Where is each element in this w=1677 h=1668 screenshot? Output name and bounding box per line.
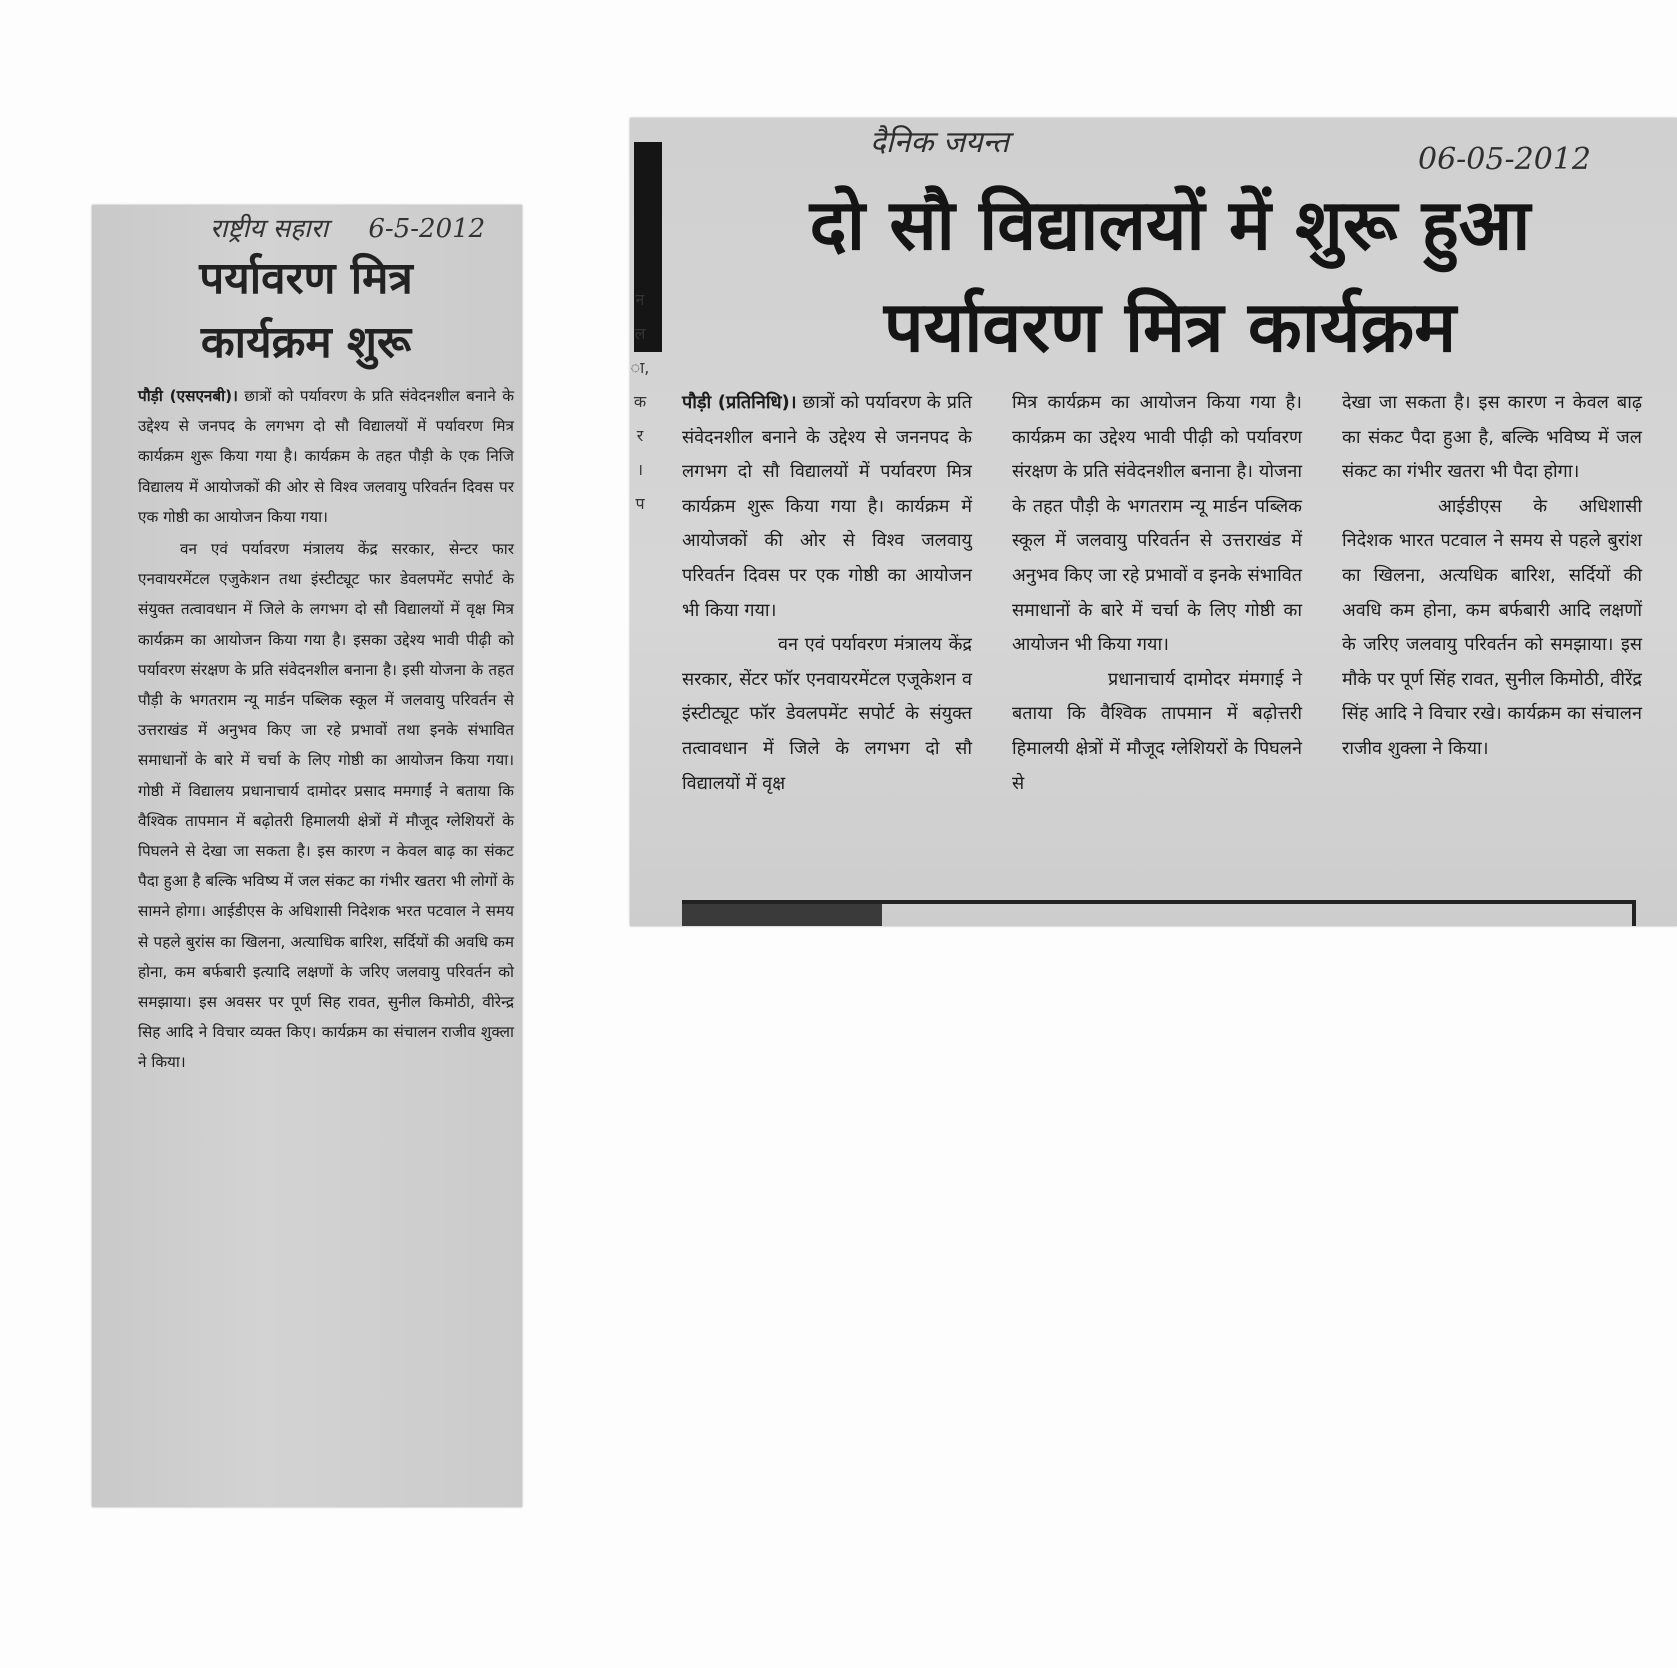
- fragment-char: ा,: [630, 358, 650, 377]
- article-paragraph-2: वन एवं पर्यावरण मंत्रालय केंद्र सरकार, सेन्टर फार एनवायरमेंटल एजुकेशन तथा इंस्टीट्यूट फार डेवलपमेंट सपोर्ट के संयुक्त तत्वावधान में जिले के लगभग दो सौ विद्यालयों में वृक्ष मित्र कार्यक्रम का आयोजन किया गया है। इसका उद्देश्य भावी पीढ़ी को पर्यावरण संरक्षण के प्रति संवेदनशील बनाना है। इसी योजना के तहत पौड़ी के भगतराम न्यू मार्डन पब्लिक स्कूल में जलवायु परिवर्तन से उत्तराखंड में अनुभव किए जा रहे प्रभावों तथा इनके संभावित समाधानों के बारे में चर्चा के लिए गोष्ठी का आयोजन किया गया। गोष्ठी में विद्यालय प्रधानाचार्य दामोदर प्रसाद ममगाईं ने बताया कि वैश्विक तापमान में बढ़ोतरी हिमालयी क्षेत्रों में मौजूद ग्लेशियरों के पिघलने से देखा जा सकता है। इस कारण न केवल बाढ़ का संकट पैदा हुआ है बल्कि भविष्य में जल संकट का गंभीर खतरा भी लोगों के सामने होगा। आईडीएस के अधिशासी निदेशक भरत पटवाल ने समय से पहले बुरांस का खिलना, अत्याधिक बारिश, सर्दियों की अवधि कम होना, कम बर्फबारी इत्यादि लक्षणों के जरिए जलवायु परिवर्तन को समझाया। इस अवसर पर पूर्ण सिह रावत, सुनील किमोठी, वीरेन्द्र सिह आदि ने विचार व्यक्त किए। कार्यक्रम का संचालन राजीव शुक्ला ने किया।: [138, 540, 514, 1072]
- handwritten-source: राष्ट्रीय सहारा: [210, 214, 329, 244]
- left-news-clipping: [92, 205, 522, 1507]
- right-news-clipping: [630, 118, 1677, 926]
- headline-line-1: पर्यावरण मित्र: [199, 253, 413, 304]
- next-article-block: [682, 904, 882, 926]
- headline: [138, 247, 514, 375]
- article-column-1: [682, 386, 972, 801]
- paragraph-text: छात्रों को पर्यावरण के प्रति संवेदनशील बनाने के उद्देश्य से जननपद के लगभग दो सौ विद्यालयों में पर्यावरण मित्र कार्यक्रम शुरू किया गया है। कार्यक्रम में आयोजकों की ओर से विश्व जलवायु परिवर्तन दिवस पर एक गोष्ठी का आयोजन भी किया गया।: [682, 392, 972, 621]
- fragment-char: न: [635, 290, 645, 309]
- handwritten-source: दैनिक जयन्त: [870, 125, 1009, 160]
- dateline: पौड़ी (एसएनबी)।: [138, 387, 238, 405]
- article-paragraph: प्रधानाचार्य दामोदर मंमगाई ने बताया कि वैश्विक तापमान में बढ़ोत्तरी हिमालयी क्षेत्रों में मौजूद ग्लेशियरों के पिघलने से: [1012, 668, 1302, 794]
- article-paragraph: देखा जा सकता है। इस कारण न केवल बाढ़ का संकट पैदा हुआ है, बल्कि भविष्य में जल संकट का गंभीर खतरा भी पैदा होगा।: [1342, 392, 1642, 483]
- article-paragraph-1: [138, 381, 514, 532]
- article-paragraph: आईडीएस के अधिशासी निदेशक भारत पटवाल ने समय से पहले बुरांश का खिलना, अत्यधिक बारिश, सर्दियों की अवधि कम होना, कम बर्फबारी आदि लक्षणों के जरिए जलवायु परिवर्तन को समझाया। इस मौके पर पूर्ण सिंह रावत, सुनील किमोठी, वीरेंद्र सिंह आदि ने विचार रखे। कार्यक्रम का संचालन राजीव शुक्ला ने किया।: [1342, 495, 1642, 759]
- dateline: पौड़ी (प्रतिनिधि)।: [682, 392, 797, 413]
- fragment-char: ।: [636, 460, 644, 479]
- article-paragraph: मित्र कार्यक्रम का आयोजन किया गया है। कार्यक्रम का उद्देश्य भावी पीढ़ी को पर्यावरण संरक्षण के प्रति संवेदनशील बनाना है। योजना के तहत पौड़ी के भगतराम न्यू मार्डन पब्लिक स्कूल में जलवायु परिवर्तन से उत्तराखंड में अनुभव किए जा रहे प्रभावों व इनके संभावित समाधानों के बारे में चर्चा के लिए गोष्ठी का आयोजन भी किया गया।: [1012, 392, 1302, 656]
- headline-line-1: दो सौ विद्यालयों में शुरू हुआ: [809, 184, 1531, 266]
- headline-line-2: पर्यावरण मित्र कार्यक्रम: [883, 286, 1457, 368]
- fragment-char: र: [636, 426, 644, 445]
- handwritten-date: 6-5-2012: [368, 214, 486, 244]
- fragment-char: क: [633, 392, 647, 411]
- paragraph-text: छात्रों को पर्यावरण के प्रति संवेदनशील बनाने के उद्देश्य से जनपद के लगभग दो सौ विद्यालयों में पर्यावरण मित्र कार्यक्रम शुरू किया गया है। कार्यक्रम के तहत पौड़ी के एक निजि विद्यालय में आयोजकों की ओर से विश्व जलवायु परिवर्तन दिवस पर एक गोष्ठी का आयोजन किया गया।: [138, 387, 514, 526]
- article-paragraph: [682, 386, 972, 628]
- headline-line-2: कार्यक्रम शुरू: [200, 317, 412, 368]
- article-paragraph: वन एवं पर्यावरण मंत्रालय केंद्र सरकार, सेंटर फॉर एनवायरमेंटल एजूकेशन व इंस्टीट्यूट फॉर डेवलपमेंट सपोर्ट के संयुक्त तत्वावधान में जिले के लगभग दो सौ विद्यालयों में वृक्ष: [682, 634, 972, 794]
- fragment-char: ल: [634, 324, 646, 343]
- article-column-3: [1342, 386, 1642, 767]
- handwritten-date: 06-05-2012: [1418, 142, 1591, 177]
- right-border-rule: [1632, 900, 1636, 926]
- fragment-char: प: [635, 494, 645, 513]
- article-column-2: [1012, 386, 1302, 801]
- headline: [670, 174, 1670, 378]
- previous-article-fragment: [630, 283, 650, 521]
- handwritten-source-note: [138, 211, 514, 247]
- article-body: [138, 381, 514, 1078]
